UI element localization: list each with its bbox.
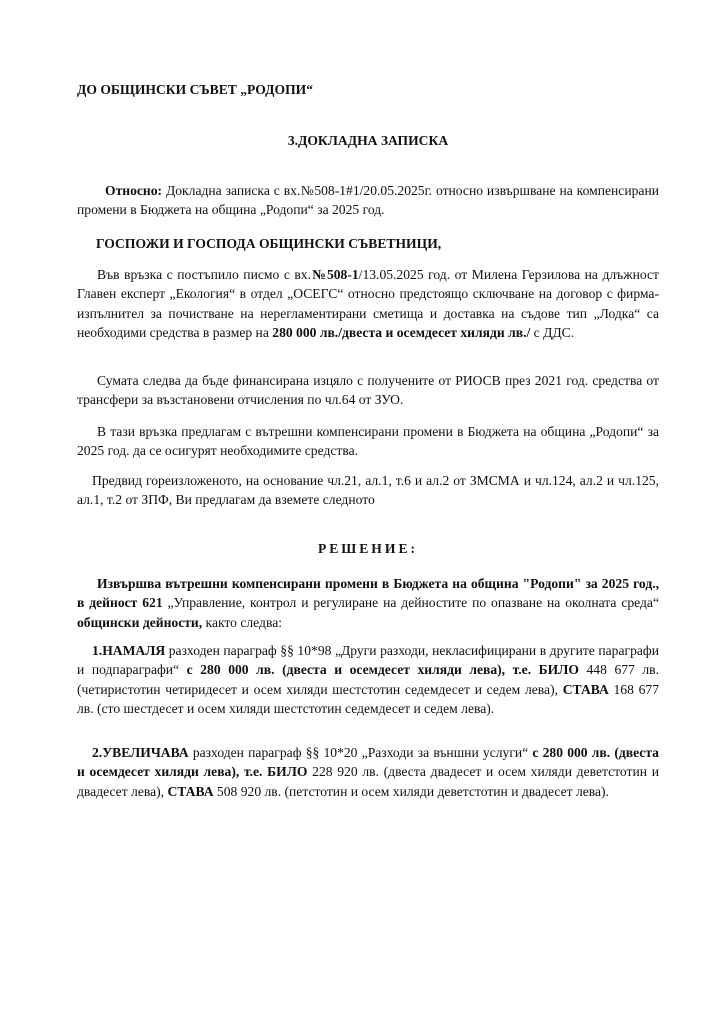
- item2-text-c: 228 920 лв. (двеста двадесет и осем хиляди деветстотин и двадесет лева),: [77, 764, 659, 799]
- proposal-paragraph: В тази връзка предлагам с вътрешни компенсирани промени в Бюджета на община „Родопи“ за 2025 год. да се осигурят необходимите средства.: [77, 424, 659, 459]
- decision-intro-c: общински дейности,: [77, 614, 203, 630]
- item1-text-e: 168 677 лв. (сто шестдесет и осем хиляди шестстотин седемдесет и седем лева).: [77, 681, 660, 717]
- document-title: 3.ДОКЛАДНА ЗАПИСКА: [287, 133, 449, 148]
- addressee: ДО ОБЩИНСКИ СЪВЕТ „РОДОПИ“: [77, 82, 314, 97]
- intro-text-c: с ДДС.: [530, 325, 575, 341]
- item1-verb: 1.НАМАЛЯ: [92, 643, 166, 658]
- legal-basis-paragraph: Предвид гореизложеното, на основание чл.21, ал.1, т.6 и ал.2 от ЗМСМА и чл.124, ал.2 и чл.125, ал.1, т.2 от ЗПФ, Ви предлагам да вземете следното: [77, 473, 659, 508]
- item1-text-d: СТАВА: [562, 681, 609, 697]
- decision-intro-b: „Управление, контрол и регулиране на дейностите по опазване на околната среда“: [162, 595, 659, 611]
- item1-text-b: с 280 000 лв. (двеста и осемдесет хиляди лева), т.е. БИЛО: [186, 662, 579, 678]
- intro-text-b: /13.05.2025 год. от Милена Герзилова на длъжност Главен експерт „Екология“ в отдел „ОСЕГС“ относно предстоящо сключване на договор с фирма-изпълнител за почистване на нерегламентирани сметища и доставка на съдове тип „Лодка“ са необходими средства в размер на: [77, 267, 659, 341]
- item1-text-a: разходен параграф §§ 10*98 „Други разходи, некласифицирани в другите параграфи и подпараграфи“: [77, 643, 659, 678]
- decision-item-2: [77, 743, 659, 801]
- subject-paragraph: [77, 181, 659, 220]
- subject-text: Докладна записка с вх.№508-1#1/20.05.2025г. относно извършване на компенсирани промени в Бюджета на община „Родопи“ за 2025 год.: [77, 183, 659, 218]
- item2-text-a: разходен параграф §§ 10*20 „Разходи за външни услуги“: [188, 745, 533, 760]
- decision-intro-d: както следва:: [202, 614, 283, 630]
- decision-title: РЕШЕНИЕ:: [317, 541, 419, 556]
- item2-verb: 2.УВЕЛИЧАВА: [92, 745, 189, 760]
- intro-text-a: Във връзка с постъпило писмо с вх.: [97, 267, 312, 282]
- subject-label: Относно:: [105, 183, 163, 198]
- item1-text-c: 448 677 лв. (четиристотин четиридесет и осем хиляди шестстотин седемдесет и седем лева),: [77, 662, 659, 697]
- item2-text-b: с 280 000 лв. (двеста и осемдесет хиляди лева), т.е. БИЛО: [77, 745, 659, 780]
- item2-text-e: 508 920 лв. (петстотин и осем хиляди деветстотин и двадесет лева).: [213, 783, 609, 799]
- decision-item-1: [77, 641, 659, 719]
- salutation: ГОСПОЖИ И ГОСПОДА ОБЩИНСКИ СЪВЕТНИЦИ,: [96, 236, 442, 251]
- decision-intro-a: Извършва вътрешни компенсирани промени в Бюджета на община "Родопи" за 2025 год., в дейност 621: [77, 576, 659, 611]
- letter-reference: №508-1: [311, 267, 359, 282]
- intro-paragraph: [77, 265, 659, 343]
- item2-text-d: СТАВА: [167, 783, 214, 799]
- required-amount: 280 000 лв./двеста и осемдесет хиляди лв./: [272, 325, 531, 341]
- funding-paragraph: Сумата следва да бъде финансирана изцяло с получените от РИОСВ през 2021 год. средства от трансфери за възстановени отчисления по чл.64 от ЗУО.: [77, 373, 659, 408]
- decision-intro: [77, 574, 659, 632]
